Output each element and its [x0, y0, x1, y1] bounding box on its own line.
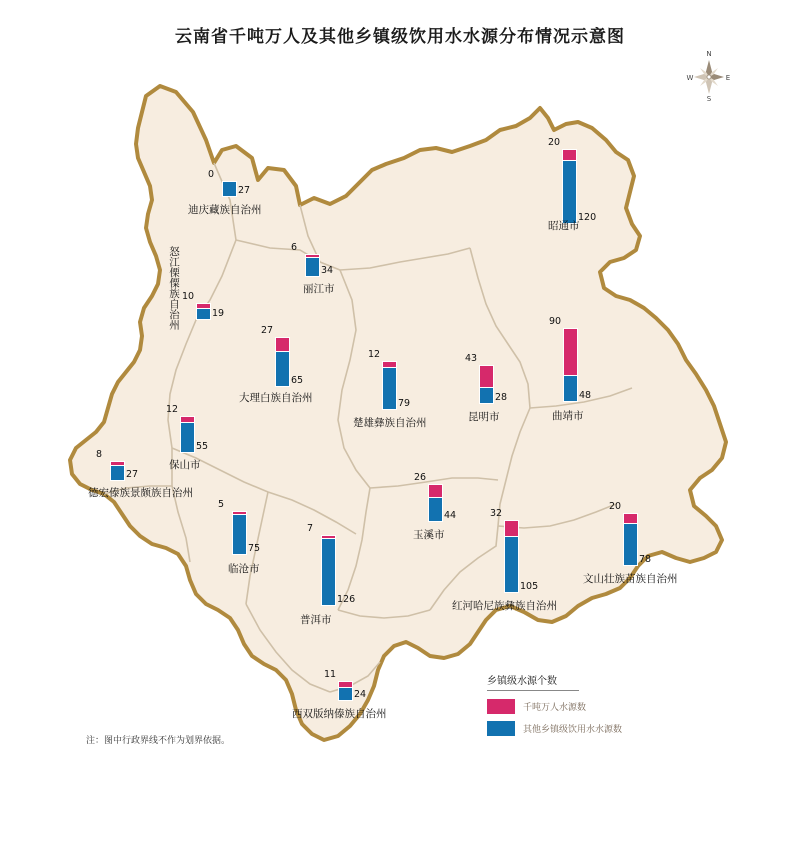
bar-segment-blue-honghe: [504, 536, 519, 593]
legend-label-pink: 千吨万人水源数: [523, 703, 587, 713]
bar-segment-blue-baoshan: [180, 422, 195, 453]
bar-segment-blue-puer: [321, 538, 336, 606]
footnote: 注：图中行政界线不作为划界依据。: [86, 736, 231, 746]
bar-segment-blue-qujing: [563, 375, 578, 402]
bar-segment-blue-wenshan: [623, 523, 638, 566]
bar-top-value-dali: 27: [261, 325, 274, 337]
bar-bottom-value-nujiang: 19: [212, 308, 225, 319]
legend-swatch-pink: [487, 699, 515, 714]
bar-bottom-value-honghe: 105: [520, 581, 539, 592]
legend-item-pink: [487, 699, 657, 714]
bar-segment-pink-kunming: [479, 365, 494, 389]
bar-segment-blue-dehong: [110, 465, 125, 481]
bar-bottom-value-qujing: 48: [579, 390, 592, 401]
bar-top-value-nujiang: 10: [182, 290, 195, 302]
bar-top-value-lijiang: 6: [291, 242, 298, 254]
bar-top-value-puer: 7: [307, 522, 314, 534]
region-label-chuxiong: 楚雄彝族自治州: [353, 417, 427, 429]
region-label-dali: 大理白族自治州: [239, 392, 313, 404]
bar-segment-blue-xishuangbanna: [338, 687, 353, 701]
compass-east-label: E: [725, 74, 731, 82]
region-label-baoshan: 保山市: [169, 459, 201, 471]
bar-segment-blue-nujiang: [196, 308, 211, 320]
region-label-yuxi: 玉溪市: [413, 529, 445, 541]
bar-segment-blue-yuxi: [428, 497, 443, 522]
bar-top-value-honghe: 32: [490, 507, 503, 519]
bar-segment-blue-chuxiong: [382, 367, 397, 410]
region-label-diqing: 迪庆藏族自治州: [188, 204, 262, 216]
bar-bottom-value-dehong: 27: [126, 469, 139, 480]
bar-top-value-zhaotong: 20: [548, 137, 561, 149]
region-label-wenshan: 文山壮族苗族自治州: [583, 573, 678, 585]
region-label-qujing: 曲靖市: [552, 410, 584, 422]
bar-segment-pink-qujing: [563, 328, 578, 377]
region-label-honghe: 红河哈尼族彝族自治州: [452, 600, 557, 612]
bar-top-value-lincang: 5: [218, 499, 225, 510]
bar-bottom-value-puer: 126: [337, 594, 356, 605]
legend-item-blue: [487, 721, 657, 736]
region-label-zhaotong: 昭通市: [548, 220, 580, 232]
region-label-kunming: 昆明市: [468, 411, 500, 423]
legend-swatch-blue: [487, 721, 515, 736]
page-title: 云南省千吨万人及其他乡镇级饮用水水源分布情况示意图: [175, 27, 625, 47]
compass-west-label: W: [686, 74, 694, 82]
bar-top-value-chuxiong: 12: [368, 348, 381, 360]
bar-top-value-dehong: 8: [96, 448, 103, 460]
legend-title: 乡镇级水源个数: [487, 676, 557, 687]
compass-north-label: N: [706, 50, 712, 58]
compass-south-label: S: [706, 95, 712, 103]
region-label-dehong: 德宏傣族景颇族自治州: [88, 487, 193, 499]
compass-star: [694, 60, 724, 94]
bar-top-value-xishuangbanna: 11: [324, 668, 337, 680]
legend-divider: [487, 690, 579, 691]
bar-top-value-diqing: 0: [208, 168, 215, 180]
bar-segment-blue-zhaotong: [562, 160, 577, 224]
bar-segment-blue-kunming: [479, 387, 494, 404]
region-label-puer: 普洱市: [300, 614, 332, 626]
bar-segment-blue-lincang: [232, 514, 247, 555]
bar-bottom-value-zhaotong: 120: [578, 212, 597, 223]
bar-bottom-value-kunming: 28: [495, 392, 508, 403]
bar-top-value-kunming: 43: [465, 353, 478, 365]
bar-bottom-value-lijiang: 34: [321, 265, 334, 276]
bar-bottom-value-yuxi: 44: [444, 510, 457, 521]
bar-bottom-value-diqing: 27: [238, 185, 251, 196]
bar-segment-blue-dali: [275, 351, 290, 387]
bar-bottom-value-wenshan: 78: [639, 554, 652, 565]
region-label-lijiang: 丽江市: [303, 283, 335, 295]
bar-bottom-value-baoshan: 55: [196, 441, 209, 452]
bar-bottom-value-chuxiong: 79: [398, 398, 411, 409]
bar-segment-blue-diqing: [222, 181, 237, 197]
bar-top-value-baoshan: 12: [166, 404, 179, 416]
legend: [487, 672, 657, 743]
region-label-lincang: 临沧市: [228, 563, 260, 575]
bar-top-value-qujing: 90: [549, 316, 562, 328]
bar-bottom-value-lincang: 75: [248, 543, 261, 554]
region-label-xishuangbanna: 西双版纳傣族自治州: [292, 708, 387, 720]
bar-bottom-value-xishuangbanna: 24: [354, 689, 367, 700]
bar-top-value-yuxi: 26: [414, 471, 427, 483]
bar-bottom-value-dali: 65: [291, 375, 304, 386]
compass-rose: [686, 47, 732, 103]
bar-segment-blue-lijiang: [305, 257, 320, 277]
bar-top-value-wenshan: 20: [609, 501, 622, 513]
region-label-nujiang: 怒江傈僳族自治州: [168, 246, 180, 330]
legend-label-blue: 其他乡镇级饮用水水源数: [523, 725, 623, 735]
